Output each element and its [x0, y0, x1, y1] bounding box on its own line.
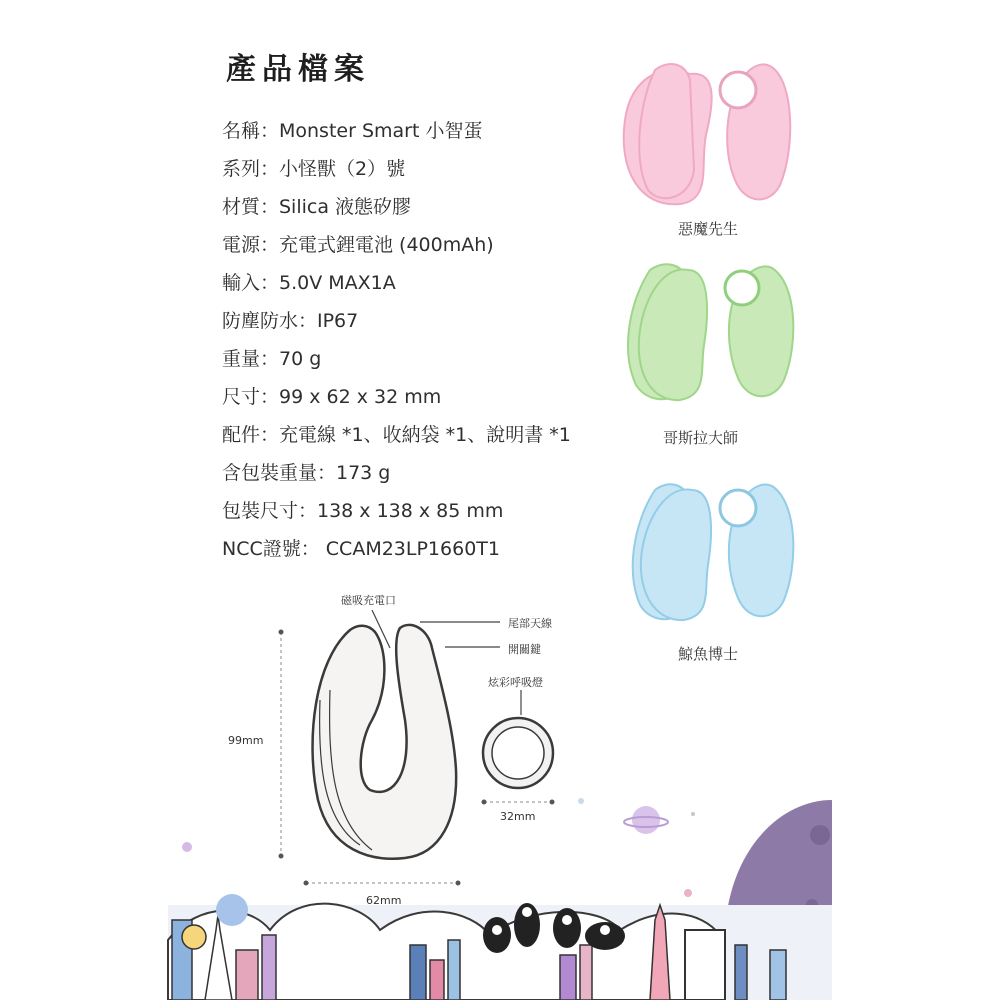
product-image-pink	[624, 64, 791, 204]
spec-item-waterproof: 防塵防水：IP67	[222, 310, 359, 332]
product-diagram	[313, 625, 457, 859]
variant-label-green: 哥斯拉大師	[663, 429, 739, 447]
label-tail-antenna: 尾部天線	[508, 617, 552, 630]
spec-item-series: 系列：小怪獸（2）號	[222, 158, 406, 180]
product-image-green	[628, 264, 793, 400]
variant-label-blue: 鯨魚博士	[678, 645, 739, 663]
spec-item-accessories: 配件：充電線 *1、收納袋 *1、說明書 *1	[222, 424, 571, 446]
dimension-height: 99mm	[228, 734, 264, 747]
leader-lines	[372, 610, 521, 715]
dimension-width: 62mm	[366, 894, 402, 907]
spec-item-ncc: NCC證號： CCAM23LP1660T1	[222, 538, 500, 560]
label-power-button: 開關鍵	[508, 643, 541, 656]
light-ring	[483, 718, 553, 788]
spec-item-name: 名稱：Monster Smart 小智蛋	[222, 120, 483, 142]
product-image-blue	[633, 484, 794, 620]
spec-item-size: 尺寸：99 x 62 x 32 mm	[222, 386, 442, 408]
label-breathing-light: 炫彩呼吸燈	[488, 676, 543, 689]
spec-item-package-size: 包裝尺寸：138 x 138 x 85 mm	[222, 500, 504, 522]
spec-item-power: 電源：充電式鋰電池 (400mAh)	[222, 234, 494, 256]
dimension-depth: 32mm	[500, 810, 536, 823]
spec-item-input: 輸入：5.0V MAX1A	[222, 272, 396, 294]
spec-item-package-weight: 含包裝重量：173 g	[222, 462, 391, 484]
label-magnetic-port: 磁吸充電口	[341, 594, 396, 607]
spec-item-weight: 重量：70 g	[222, 348, 322, 370]
variant-label-pink: 惡魔先生	[678, 220, 739, 238]
spec-item-material: 材質：Silica 液態矽膠	[222, 196, 412, 218]
page-title: 產品檔案	[226, 52, 370, 87]
